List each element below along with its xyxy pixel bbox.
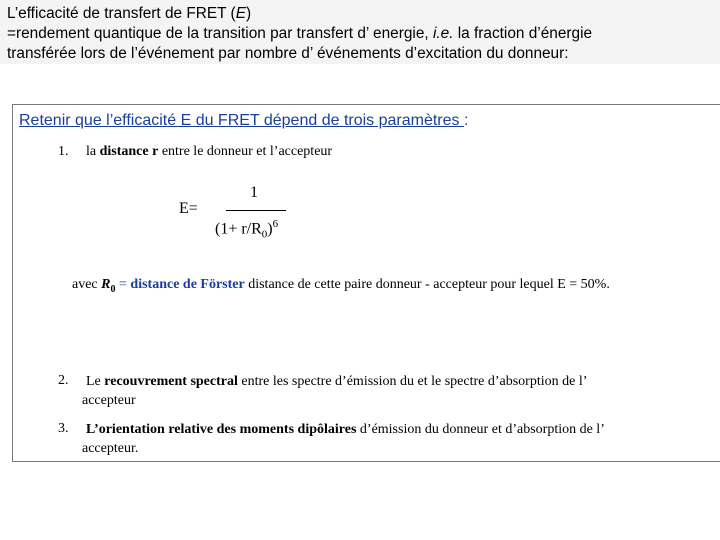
formula-den-sup: 6 <box>272 218 279 230</box>
item-1-number: 1. <box>58 144 69 159</box>
note-forster-distance: distance de Förster <box>130 277 245 292</box>
item-3-number: 3. <box>58 421 69 436</box>
intro-line-3: transférée lors de l’événement par nombre d’ événements d’excitation du donneur: <box>7 45 569 62</box>
item-2-post: entre les spectre d’émission du et le spectre d’absorption de l’ <box>237 374 588 389</box>
item-2-text <box>86 373 587 391</box>
forster-note <box>72 276 610 299</box>
intro-line-2 <box>7 24 720 44</box>
note-r-sub: 0 <box>110 283 116 295</box>
item-2-bold: recouvrement spectral <box>104 374 238 389</box>
note-r-symbol: R <box>101 277 111 292</box>
intro-definition <box>0 0 720 64</box>
intro-line-1 <box>7 4 720 24</box>
item-1-pre: la <box>86 144 100 159</box>
intro-line-1-close: ) <box>245 5 252 22</box>
formula-den-text: (1+ r/R <box>215 220 262 238</box>
item-1-text <box>86 143 332 161</box>
note-post: distance de cette paire donneur - accepteur pour lequel E = 50%. <box>244 277 610 292</box>
item-1-bold: distance r <box>99 144 159 159</box>
item-3-line-2: accepteur. <box>82 441 139 456</box>
box-heading-colon: : <box>463 112 469 129</box>
intro-ie: i.e. <box>432 25 454 42</box>
note-equals: = <box>115 277 131 292</box>
item-3-bold: L’orientation relative des moments dipôlaires <box>86 422 357 437</box>
formula-denominator <box>215 218 278 241</box>
formula-den-sub: 0 <box>261 228 268 241</box>
formula-den-close: ) <box>267 220 273 238</box>
intro-line-1-text: L’efficacité de transfert de FRET ( <box>7 5 236 22</box>
item-2-pre: Le <box>86 374 105 389</box>
box-heading-text: Retenir que l’efficacité E du FRET dépend de trois paramètres <box>19 112 464 129</box>
item-3-text <box>86 421 605 439</box>
note-pre: avec <box>72 277 102 292</box>
box-heading <box>19 112 468 130</box>
item-2-line-2: accepteur <box>82 393 136 408</box>
item-1-post: entre le donneur et l’accepteur <box>158 144 333 159</box>
item-2-number: 2. <box>58 373 69 388</box>
formula-fraction-bar <box>226 210 286 211</box>
item-3-post: d’émission du donneur et d’absorption de l’ <box>356 422 605 437</box>
intro-line-2-text: =rendement quantique de la transition par transfert d’ energie, <box>7 25 433 42</box>
intro-e-symbol: E <box>235 5 246 22</box>
formula-numerator: 1 <box>250 184 258 201</box>
intro-line-2-rest: la fraction d’énergie <box>453 25 593 42</box>
formula-label: E= <box>179 200 198 217</box>
